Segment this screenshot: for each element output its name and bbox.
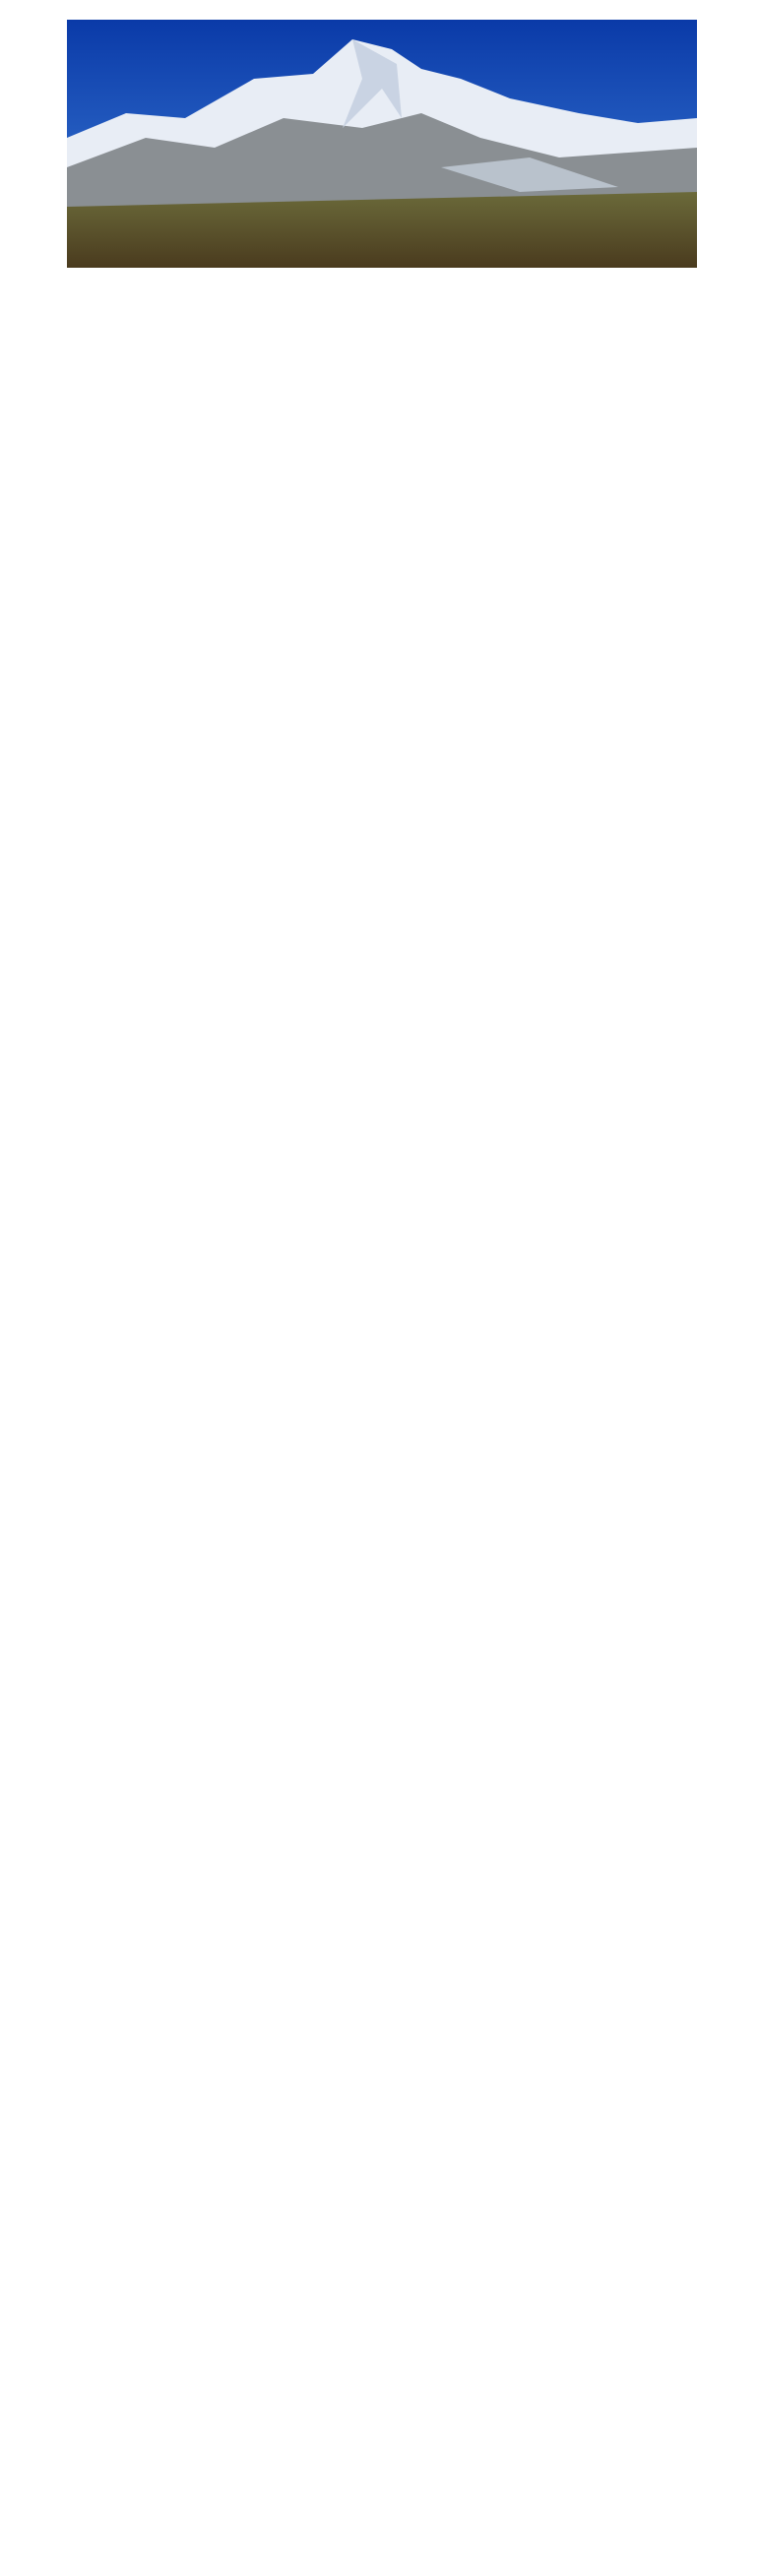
group-results: [67, 466, 579, 479]
campeonato-logo: [79, 1152, 689, 1250]
karenzzeit-label: [67, 466, 579, 479]
mountain-photo: [67, 20, 697, 268]
